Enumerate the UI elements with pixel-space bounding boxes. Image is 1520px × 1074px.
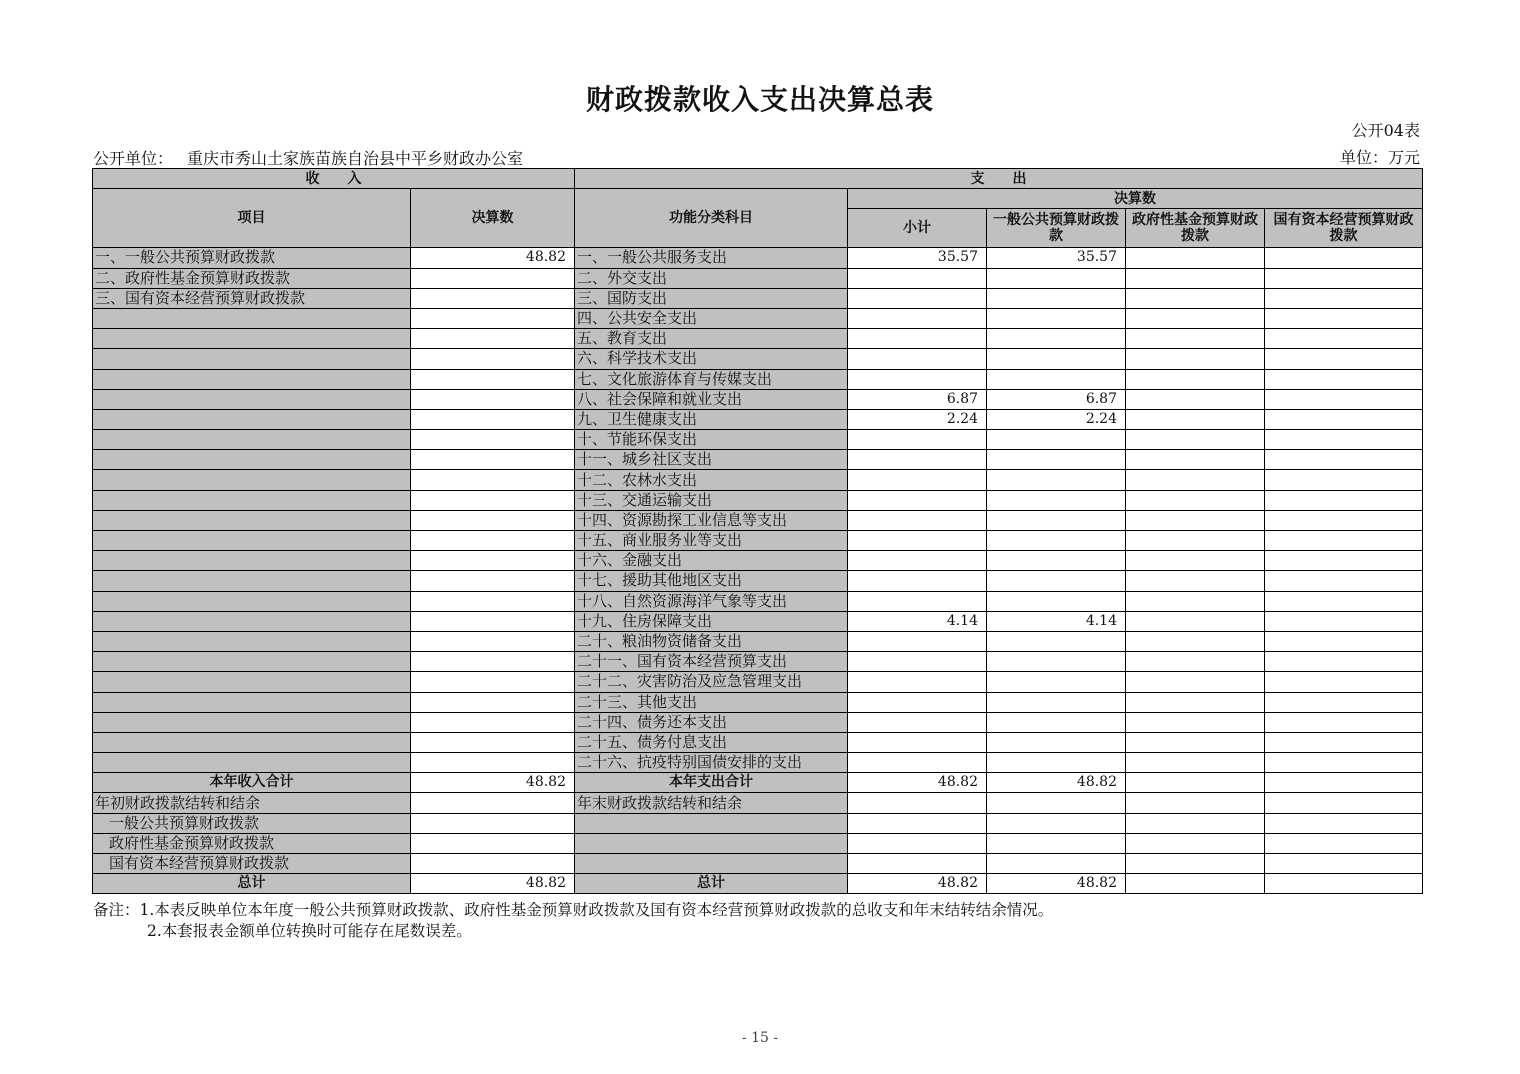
income-header: 收 入	[93, 169, 575, 189]
gov-fund-cell	[1126, 551, 1265, 571]
table-row	[93, 490, 1423, 510]
expense-item-cell: 十二、农林水支出	[575, 470, 848, 490]
carryover-expense-value	[987, 854, 1126, 874]
expense-item-cell: 五、教育支出	[575, 329, 848, 349]
carryover-expense-value	[1265, 833, 1423, 853]
general-budget-cell	[987, 631, 1126, 651]
subtotal-cell	[848, 470, 987, 490]
income-item-cell	[93, 369, 411, 389]
income-amount-cell	[411, 389, 575, 409]
general-budget-cell	[987, 450, 1126, 470]
carryover-expense-value	[848, 793, 987, 813]
general-budget-cell: 35.57	[987, 248, 1126, 268]
gov-fund-cell	[1126, 531, 1265, 551]
expense-item-cell: 二十三、其他支出	[575, 692, 848, 712]
gov-fund-cell	[1126, 692, 1265, 712]
soe-budget-cell	[1265, 531, 1423, 551]
table-row	[93, 470, 1423, 490]
income-item-cell	[93, 531, 411, 551]
subtotal-cell	[848, 531, 987, 551]
subtotal-cell	[848, 268, 987, 288]
grand-income-total-label: 总计	[93, 874, 411, 894]
carryover-expense-blank	[575, 833, 848, 853]
subtotal-cell	[848, 450, 987, 470]
subtotal-cell	[848, 571, 987, 591]
soe-budget-cell	[1265, 288, 1423, 308]
income-item-cell	[93, 611, 411, 631]
carryover-expense-value	[848, 833, 987, 853]
gov-fund-cell	[1126, 591, 1265, 611]
grand-total-row	[93, 874, 1423, 894]
income-amount-cell	[411, 450, 575, 470]
grand-expense-gov-fund	[1126, 874, 1265, 894]
carryover-sub-row	[93, 833, 1423, 853]
income-amount-cell	[411, 531, 575, 551]
soe-budget-cell	[1265, 268, 1423, 288]
income-amount-cell	[411, 288, 575, 308]
table-row	[93, 712, 1423, 732]
gov-fund-cell	[1126, 571, 1265, 591]
income-item-cell	[93, 571, 411, 591]
year-expense-total-label: 本年支出合计	[575, 773, 848, 793]
subtotal-cell	[848, 591, 987, 611]
carryover-expense-value	[1265, 793, 1423, 813]
general-budget-cell	[987, 308, 1126, 328]
carryover-sub-amount	[411, 833, 575, 853]
income-item-cell	[93, 308, 411, 328]
income-item-cell: 一、一般公共预算财政拨款	[93, 248, 411, 268]
income-item-cell	[93, 450, 411, 470]
soe-budget-cell	[1265, 430, 1423, 450]
income-amount-cell	[411, 732, 575, 752]
income-item-cell	[93, 389, 411, 409]
soe-budget-cell	[1265, 349, 1423, 369]
soe-budget-cell	[1265, 409, 1423, 429]
grand-expense-subtotal: 48.82	[848, 874, 987, 894]
general-budget-cell	[987, 732, 1126, 752]
gov-fund-cell	[1126, 308, 1265, 328]
income-amount-cell	[411, 551, 575, 571]
gov-fund-cell	[1126, 510, 1265, 530]
carryover-expense-label: 年末财政拨款结转和结余	[575, 793, 848, 813]
year-income-total-label: 本年收入合计	[93, 773, 411, 793]
final-amount-header: 决算数	[848, 189, 1423, 209]
table-row	[93, 268, 1423, 288]
expense-item-cell: 二十五、债务付息支出	[575, 732, 848, 752]
soe-budget-cell	[1265, 490, 1423, 510]
reporting-unit-name: 重庆市秀山土家族苗族自治县中平乡财政办公室	[187, 149, 524, 168]
general-budget-header: 一般公共预算财政拨款	[987, 209, 1126, 248]
soe-budget-cell	[1265, 571, 1423, 591]
gov-fund-cell	[1126, 430, 1265, 450]
soe-budget-cell	[1265, 470, 1423, 490]
expense-item-cell: 七、文化旅游体育与传媒支出	[575, 369, 848, 389]
general-budget-cell	[987, 430, 1126, 450]
income-amount-cell	[411, 329, 575, 349]
income-amount-cell	[411, 369, 575, 389]
general-budget-cell	[987, 591, 1126, 611]
page-number: - 15 -	[741, 1030, 779, 1046]
carryover-expense-value	[987, 793, 1126, 813]
grand-expense-general: 48.82	[987, 874, 1126, 894]
general-budget-cell	[987, 672, 1126, 692]
gov-fund-cell	[1126, 672, 1265, 692]
carryover-expense-value	[1265, 854, 1423, 874]
income-amount-cell	[411, 349, 575, 369]
carryover-expense-value	[1126, 854, 1265, 874]
reporting-unit-label: 公开单位：	[93, 149, 174, 168]
table-row	[93, 672, 1423, 692]
gov-fund-header: 政府性基金预算财政拨款	[1126, 209, 1265, 248]
subtotal-cell: 6.87	[848, 389, 987, 409]
func-subject-header: 功能分类科目	[575, 189, 848, 248]
year-expense-soe	[1265, 773, 1423, 793]
table-row	[93, 329, 1423, 349]
expense-item-cell: 三、国防支出	[575, 288, 848, 308]
soe-budget-cell	[1265, 329, 1423, 349]
income-item-cell	[93, 692, 411, 712]
carryover-expense-value	[987, 813, 1126, 833]
income-item-cell	[93, 349, 411, 369]
subtotal-cell: 2.24	[848, 409, 987, 429]
soe-budget-cell	[1265, 672, 1423, 692]
carryover-sub-amount	[411, 854, 575, 874]
carryover-expense-value	[1126, 833, 1265, 853]
expense-item-cell: 十八、自然资源海洋气象等支出	[575, 591, 848, 611]
gov-fund-cell	[1126, 753, 1265, 773]
soe-budget-cell	[1265, 611, 1423, 631]
table-row	[93, 551, 1423, 571]
table-row	[93, 652, 1423, 672]
income-amount-cell	[411, 712, 575, 732]
carryover-income-amount	[411, 793, 575, 813]
gov-fund-cell	[1126, 329, 1265, 349]
table-row	[93, 753, 1423, 773]
expense-item-cell: 十七、援助其他地区支出	[575, 571, 848, 591]
carryover-expense-value	[987, 833, 1126, 853]
money-unit: 单位：万元	[1339, 148, 1420, 167]
header-row-1	[93, 169, 1423, 189]
subtotal-cell	[848, 329, 987, 349]
income-amount-cell: 48.82	[411, 248, 575, 268]
income-amount-cell	[411, 430, 575, 450]
carryover-sub-item: 国有资本经营预算财政拨款	[93, 854, 411, 874]
income-item-cell	[93, 510, 411, 530]
year-expense-subtotal: 48.82	[848, 773, 987, 793]
table-row	[93, 611, 1423, 631]
carryover-expense-blank	[575, 854, 848, 874]
soe-budget-cell	[1265, 652, 1423, 672]
general-budget-cell	[987, 692, 1126, 712]
income-amount-cell	[411, 753, 575, 773]
income-item-cell	[93, 652, 411, 672]
general-budget-cell	[987, 712, 1126, 732]
general-budget-cell	[987, 510, 1126, 530]
gov-fund-cell	[1126, 450, 1265, 470]
expense-item-cell: 二、外交支出	[575, 268, 848, 288]
subtotal-cell	[848, 631, 987, 651]
gov-fund-cell	[1126, 611, 1265, 631]
form-number: 公开04表	[1351, 121, 1420, 140]
general-budget-cell	[987, 571, 1126, 591]
gov-fund-cell	[1126, 268, 1265, 288]
subtotal-cell	[848, 288, 987, 308]
income-amount-cell	[411, 672, 575, 692]
expense-item-cell: 二十二、灾害防治及应急管理支出	[575, 672, 848, 692]
gov-fund-cell	[1126, 712, 1265, 732]
expense-item-cell: 十九、住房保障支出	[575, 611, 848, 631]
expense-item-cell: 十一、城乡社区支出	[575, 450, 848, 470]
income-item-cell	[93, 631, 411, 651]
subtotal-cell	[848, 349, 987, 369]
subtotal-cell	[848, 369, 987, 389]
carryover-sub-item: 一般公共预算财政拨款	[93, 813, 411, 833]
expense-item-cell: 八、社会保障和就业支出	[575, 389, 848, 409]
table-row	[93, 369, 1423, 389]
income-item-cell	[93, 551, 411, 571]
amount-header: 决算数	[411, 189, 575, 248]
income-item-cell: 二、政府性基金预算财政拨款	[93, 268, 411, 288]
income-item-cell	[93, 712, 411, 732]
subtotal-cell	[848, 551, 987, 571]
table-row	[93, 349, 1423, 369]
income-amount-cell	[411, 490, 575, 510]
soe-budget-cell	[1265, 248, 1423, 268]
income-amount-cell	[411, 308, 575, 328]
notes	[93, 900, 1053, 942]
income-amount-cell	[411, 652, 575, 672]
year-income-total-amount: 48.82	[411, 773, 575, 793]
general-budget-cell	[987, 490, 1126, 510]
income-item-cell	[93, 591, 411, 611]
expense-item-cell: 二十、粮油物资储备支出	[575, 631, 848, 651]
gov-fund-cell	[1126, 732, 1265, 752]
general-budget-cell	[987, 288, 1126, 308]
general-budget-cell	[987, 652, 1126, 672]
soe-budget-cell	[1265, 631, 1423, 651]
expense-item-cell: 一、一般公共服务支出	[575, 248, 848, 268]
expense-item-cell: 二十一、国有资本经营预算支出	[575, 652, 848, 672]
gov-fund-cell	[1126, 248, 1265, 268]
expense-header: 支 出	[575, 169, 1423, 189]
expense-item-cell: 六、科学技术支出	[575, 349, 848, 369]
soe-budget-header: 国有资本经营预算财政拨款	[1265, 209, 1423, 248]
general-budget-cell: 2.24	[987, 409, 1126, 429]
budget-table	[92, 168, 1423, 894]
carryover-expense-value	[848, 854, 987, 874]
gov-fund-cell	[1126, 490, 1265, 510]
carryover-sub-row	[93, 854, 1423, 874]
subtotal-cell	[848, 712, 987, 732]
income-item-cell: 三、国有资本经营预算财政拨款	[93, 288, 411, 308]
subtotal-cell	[848, 732, 987, 752]
grand-expense-total-label: 总计	[575, 874, 848, 894]
table-row	[93, 732, 1423, 752]
income-amount-cell	[411, 692, 575, 712]
general-budget-cell: 6.87	[987, 389, 1126, 409]
expense-item-cell: 十五、商业服务业等支出	[575, 531, 848, 551]
grand-income-total-amount: 48.82	[411, 874, 575, 894]
income-item-cell	[93, 430, 411, 450]
table-row	[93, 531, 1423, 551]
subtotal-cell	[848, 308, 987, 328]
carryover-expense-value	[1126, 793, 1265, 813]
carryover-row	[93, 793, 1423, 813]
header-row-2	[93, 189, 1423, 209]
table-row	[93, 591, 1423, 611]
soe-budget-cell	[1265, 551, 1423, 571]
expense-item-cell: 十、节能环保支出	[575, 430, 848, 450]
carryover-expense-value	[1126, 813, 1265, 833]
soe-budget-cell	[1265, 510, 1423, 530]
soe-budget-cell	[1265, 369, 1423, 389]
gov-fund-cell	[1126, 288, 1265, 308]
table-row	[93, 631, 1423, 651]
expense-item-cell: 十三、交通运输支出	[575, 490, 848, 510]
income-amount-cell	[411, 268, 575, 288]
carryover-sub-amount	[411, 813, 575, 833]
subtotal-cell	[848, 753, 987, 773]
soe-budget-cell	[1265, 732, 1423, 752]
table-row	[93, 430, 1423, 450]
income-amount-cell	[411, 611, 575, 631]
income-amount-cell	[411, 510, 575, 530]
income-item-cell	[93, 672, 411, 692]
note-2: 2.本套报表金额单位转换时可能存在尾数误差。	[147, 922, 472, 940]
carryover-expense-value	[1265, 813, 1423, 833]
reporting-unit	[93, 146, 523, 169]
table-row	[93, 389, 1423, 409]
gov-fund-cell	[1126, 349, 1265, 369]
subtotal-header: 小计	[848, 209, 987, 248]
income-item-cell	[93, 329, 411, 349]
general-budget-cell	[987, 531, 1126, 551]
carryover-expense-blank	[575, 813, 848, 833]
subtotal-cell	[848, 672, 987, 692]
table-row	[93, 571, 1423, 591]
soe-budget-cell	[1265, 712, 1423, 732]
note-1: 备注：1.本表反映单位本年度一般公共预算财政拨款、政府性基金预算财政拨款及国有资本经营预算财政拨款的总收支和年末结转结余情况。	[93, 901, 1054, 919]
income-item-cell	[93, 409, 411, 429]
soe-budget-cell	[1265, 753, 1423, 773]
income-amount-cell	[411, 591, 575, 611]
expense-item-cell: 二十四、债务还本支出	[575, 712, 848, 732]
general-budget-cell	[987, 753, 1126, 773]
grand-expense-soe	[1265, 874, 1423, 894]
income-amount-cell	[411, 409, 575, 429]
table-row	[93, 288, 1423, 308]
subtotal-cell	[848, 510, 987, 530]
gov-fund-cell	[1126, 652, 1265, 672]
table-row	[93, 308, 1423, 328]
general-budget-cell	[987, 470, 1126, 490]
year-expense-gov-fund	[1126, 773, 1265, 793]
expense-item-cell: 二十六、抗疫特别国债安排的支出	[575, 753, 848, 773]
gov-fund-cell	[1126, 631, 1265, 651]
carryover-sub-item: 政府性基金预算财政拨款	[93, 833, 411, 853]
income-amount-cell	[411, 470, 575, 490]
carryover-income-label: 年初财政拨款结转和结余	[93, 793, 411, 813]
income-item-cell	[93, 490, 411, 510]
gov-fund-cell	[1126, 409, 1265, 429]
gov-fund-cell	[1126, 369, 1265, 389]
table-row	[93, 450, 1423, 470]
carryover-sub-row	[93, 813, 1423, 833]
year-expense-general: 48.82	[987, 773, 1126, 793]
subtotal-cell	[848, 692, 987, 712]
income-item-cell	[93, 732, 411, 752]
soe-budget-cell	[1265, 692, 1423, 712]
table-row	[93, 248, 1423, 268]
year-total-row	[93, 773, 1423, 793]
carryover-expense-value	[848, 813, 987, 833]
income-item-cell	[93, 470, 411, 490]
soe-budget-cell	[1265, 450, 1423, 470]
item-header: 项目	[93, 189, 411, 248]
general-budget-cell	[987, 369, 1126, 389]
gov-fund-cell	[1126, 389, 1265, 409]
income-item-cell	[93, 753, 411, 773]
general-budget-cell	[987, 329, 1126, 349]
soe-budget-cell	[1265, 308, 1423, 328]
expense-item-cell: 十六、金融支出	[575, 551, 848, 571]
expense-item-cell: 九、卫生健康支出	[575, 409, 848, 429]
subtotal-cell: 4.14	[848, 611, 987, 631]
subtotal-cell: 35.57	[848, 248, 987, 268]
soe-budget-cell	[1265, 389, 1423, 409]
subtotal-cell	[848, 490, 987, 510]
gov-fund-cell	[1126, 470, 1265, 490]
subtotal-cell	[848, 430, 987, 450]
general-budget-cell: 4.14	[987, 611, 1126, 631]
table-row	[93, 692, 1423, 712]
soe-budget-cell	[1265, 591, 1423, 611]
expense-item-cell: 四、公共安全支出	[575, 308, 848, 328]
page-title: 财政拨款收入支出决算总表	[585, 83, 934, 116]
income-amount-cell	[411, 571, 575, 591]
subtotal-cell	[848, 652, 987, 672]
table-row	[93, 510, 1423, 530]
general-budget-cell	[987, 551, 1126, 571]
income-amount-cell	[411, 631, 575, 651]
expense-item-cell: 十四、资源勘探工业信息等支出	[575, 510, 848, 530]
table-row	[93, 409, 1423, 429]
general-budget-cell	[987, 349, 1126, 369]
general-budget-cell	[987, 268, 1126, 288]
